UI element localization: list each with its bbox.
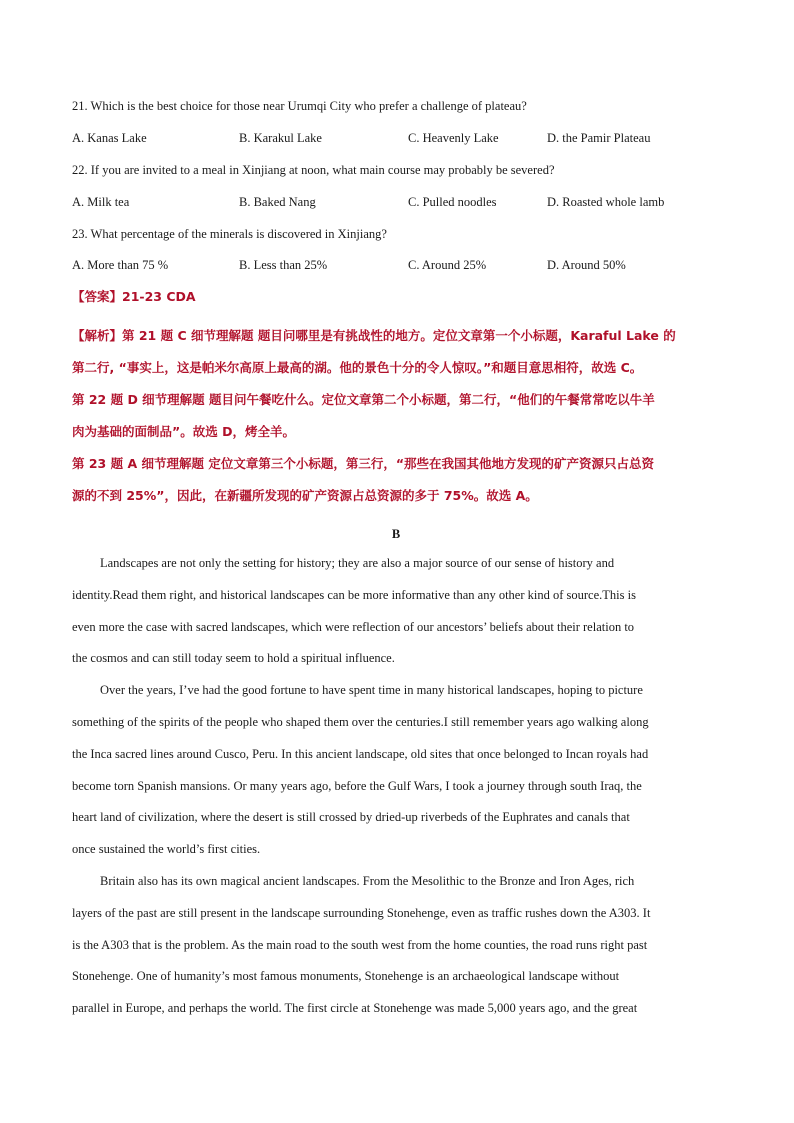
document-page (72, 98, 720, 1025)
passage-line: the Inca sacred lines around Cusco, Peru. In this ancient landscape, old sites that once belonged to Incan royals had (72, 746, 649, 761)
passage-line: become torn Spanish mansions. Or many years ago, before the Gulf Wars, I took a journey through south Iraq, the (72, 778, 642, 793)
passage-line: heart land of civilization, where the desert is still crossed by dried-up riverbeds of the Euphrates and canals that (72, 810, 630, 825)
passage-line: layers of the past are still present in the landscape surrounding Stonehenge, even as traffic rushes down the A303. It (72, 905, 651, 920)
passage-line: once sustained the world’s first cities. (72, 842, 261, 857)
option-a: A. More than 75 % (72, 258, 169, 272)
answer-key: 【答案】21-23 CDA (72, 289, 196, 304)
option-d: D. Around 50% (547, 258, 626, 272)
option-c: C. Pulled noodles (408, 195, 497, 209)
option-b: B. Less than 25% (239, 258, 328, 272)
analysis-line: 【解析】第 21 题 C 细节理解题 题目问哪里是有挑战性的地方。定位文章第一个小标题，Karaful Lake 的 (72, 328, 676, 343)
option-c: C. Heavenly Lake (408, 131, 499, 145)
options-23 (72, 257, 720, 273)
passage-line: is the A303 that is the problem. As the main road to the south west from the home counties, the road runs right past (72, 937, 648, 952)
analysis-line: 第二行, “事实上，这是帕米尔高原上最高的湖。他的景色十分的令人惊叹。”和题目意思相符，故选 C。 (72, 360, 643, 375)
analysis-line: 第 22 题 D 细节理解题 题目问午餐吃什么。定位文章第二个小标题，第二行，“他们的午餐常常吃以牛羊 (72, 392, 655, 407)
passage-line: Landscapes are not only the setting for history; they are also a major source of our sense of history and (100, 556, 615, 570)
question-23: 23. What percentage of the minerals is discovered in Xinjiang? (72, 227, 387, 241)
question-21: 21. Which is the best choice for those near Urumqi City who prefer a challenge of plateau? (72, 99, 527, 113)
option-c: C. Around 25% (408, 258, 487, 272)
passage-paragraph-1 (72, 548, 720, 675)
passage-line: identity.Read them right, and historical landscapes can be more informative than any other kind of source.This is (72, 587, 636, 602)
passage (72, 548, 720, 1025)
passage-paragraph-3 (72, 866, 720, 1025)
options-21 (72, 130, 720, 146)
section-label: B (391, 527, 401, 541)
passage-line: Britain also has its own magical ancient landscapes. From the Mesolithic to the Bronze and Iron Ages, rich (100, 873, 635, 888)
passage-line: parallel in Europe, and perhaps the world. The first circle at Stonehenge was made 5,000 years ago, and the great (72, 1001, 638, 1016)
options-22 (72, 194, 720, 210)
passage-line: the cosmos and can still today seem to hold a spiritual influence. (72, 651, 395, 666)
passage-line: Stonehenge. One of humanity’s most famous monuments, Stonehenge is an archaeological landscape without (72, 969, 620, 984)
option-d: D. Roasted whole lamb (547, 195, 665, 209)
option-a: A. Milk tea (72, 195, 130, 209)
option-b: B. Baked Nang (239, 195, 316, 209)
option-b: B. Karakul Lake (239, 131, 322, 145)
analysis-line: 第 23 题 A 细节理解题 定位文章第三个小标题，第三行，“那些在我国其他地方发现的矿产资源只占总资 (72, 456, 655, 471)
analysis-line: 源的不到 25%”，因此，在新疆所发现的矿产资源占总资源的多于 75%。故选 A。 (72, 488, 538, 503)
passage-line: something of the spirits of the people who shaped them over the centuries.I still remember years ago walking along (72, 714, 649, 729)
option-d: D. the Pamir Plateau (547, 131, 651, 145)
passage-line: even more the case with sacred landscapes, which were reflection of our ancestors’ beliefs about their relation to (72, 619, 635, 634)
passage-paragraph-2 (72, 675, 720, 866)
analysis-block (72, 320, 720, 512)
question-22: 22. If you are invited to a meal in Xinjiang at noon, what main course may probably be severed? (72, 163, 555, 177)
analysis-line: 肉为基础的面制品”。故选 D，烤全羊。 (72, 424, 295, 439)
passage-line: Over the years, I’ve had the good fortune to have spent time in many historical landscapes, hoping to picture (100, 683, 643, 698)
option-a: A. Kanas Lake (72, 131, 147, 145)
